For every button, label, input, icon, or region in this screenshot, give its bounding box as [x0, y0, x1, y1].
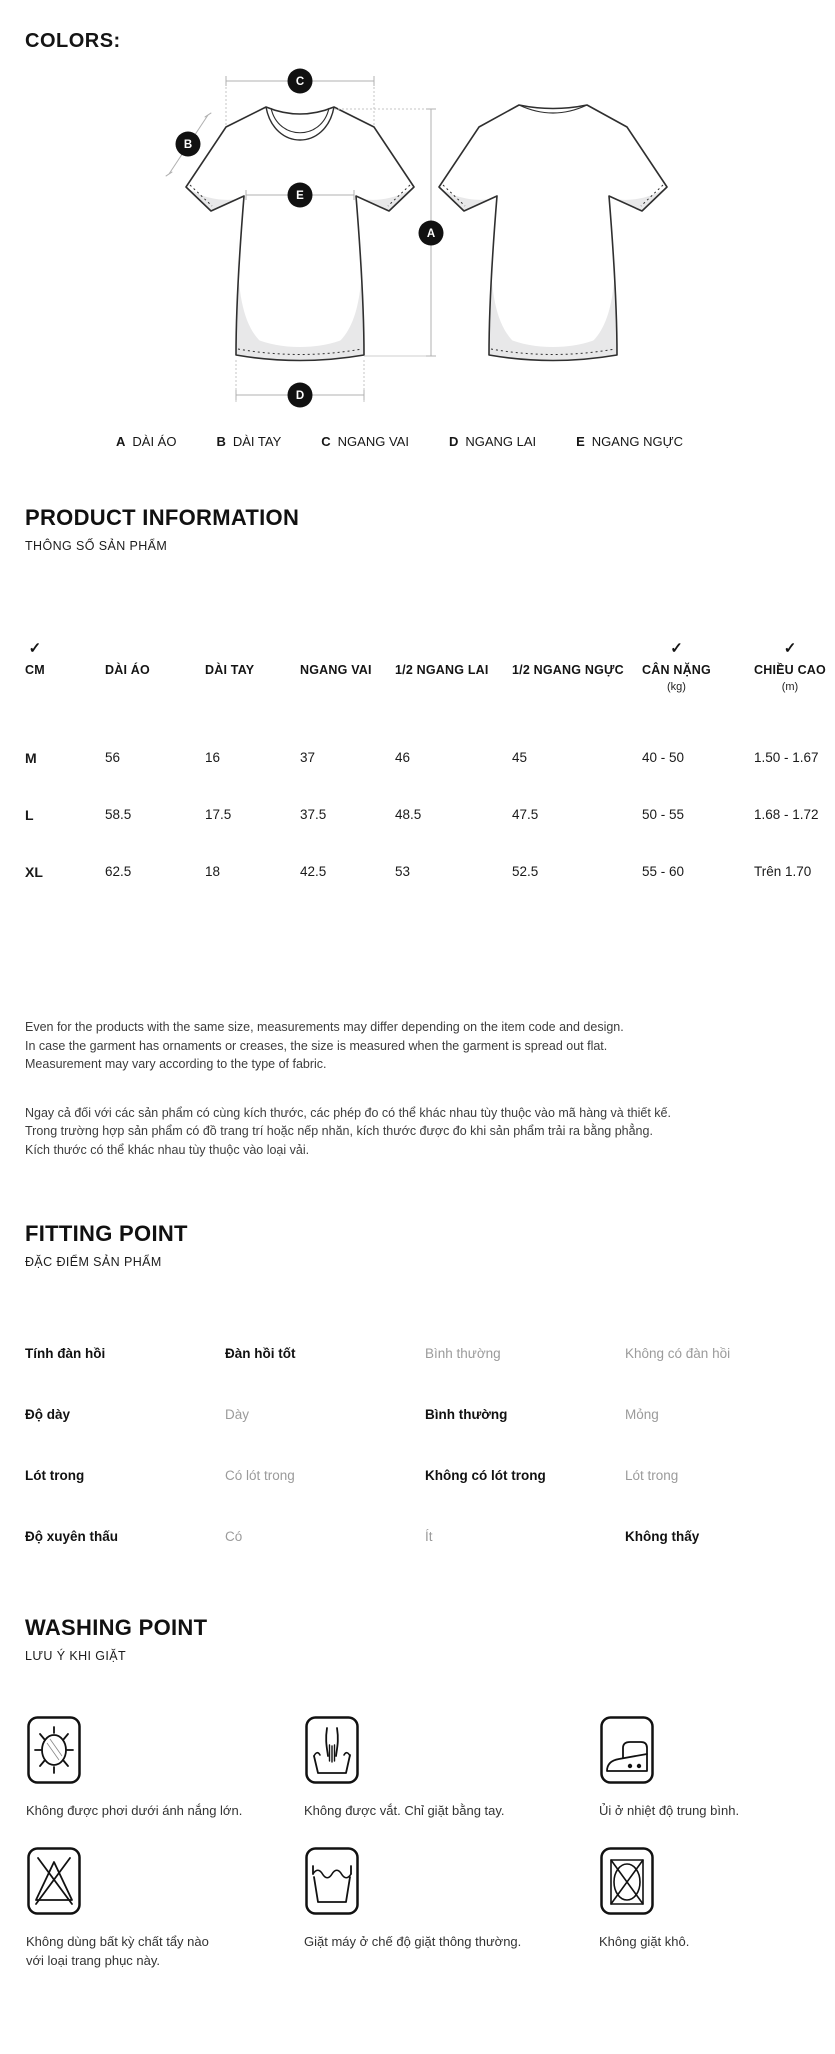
table-row — [0, 843, 835, 900]
column-label: NGANG VAI — [300, 663, 372, 677]
legend-letter: C — [321, 434, 331, 449]
column-header-cm — [25, 639, 45, 699]
cell-value: 1.50 - 1.67 — [754, 750, 819, 765]
column-label: DÀI TAY — [205, 663, 255, 677]
fitting-option-selected: Bình thường — [425, 1407, 508, 1422]
fitting-point-title: FITTING POINT — [25, 1221, 188, 1246]
fitting-table — [0, 1323, 835, 1567]
legend-letter: B — [216, 434, 226, 449]
note-line: Even for the products with the same size, measurements may differ depending on the item code and design. — [25, 1020, 624, 1034]
column-header-ngang-vai — [300, 639, 372, 699]
cell-value: 37.5 — [300, 807, 327, 822]
cell-value: 52.5 — [512, 864, 539, 879]
cell-value: 16 — [205, 750, 221, 765]
badge-letter-e: E — [296, 190, 304, 202]
legend-letter: A — [116, 434, 126, 449]
washing-item — [304, 1846, 599, 1970]
size-label: M — [25, 749, 37, 766]
front-shirt-shading — [186, 187, 414, 361]
washing-caption: Giặt máy ở chế độ giặt thông thường. — [304, 1934, 522, 1949]
size-table-header — [0, 639, 835, 699]
washing-caption: Ủi ở nhiệt độ trung bình. — [599, 1803, 740, 1818]
washing-point-section — [25, 1615, 835, 1663]
iron-medium-heat-icon — [599, 1715, 835, 1785]
legend-letter: E — [576, 434, 585, 449]
legend-letter: D — [448, 434, 459, 449]
colors-heading: COLORS: — [25, 30, 121, 52]
column-header-dai-tay — [205, 639, 254, 699]
fitting-option: Lót trong — [625, 1468, 679, 1483]
measurement-notes-en — [25, 1018, 835, 1074]
legend-label: NGANG LAI — [465, 434, 537, 449]
fitting-option: Có lót trong — [225, 1468, 295, 1483]
fitting-label: Độ xuyên thấu — [25, 1529, 119, 1544]
washing-point-subtitle: LƯU Ý KHI GIẶT — [25, 1649, 127, 1663]
no-dry-clean-icon — [599, 1846, 835, 1916]
note-line: In case the garment has ornaments or creases, the size is measured when the garment is spread out flat. — [25, 1038, 608, 1053]
note-line: Trong trường hợp sản phẩm có đồ trang trí hoặc nếp nhăn, kích thước được đo khi sản phẩm trải ra bằng phẳng. — [25, 1124, 653, 1138]
legend-label: NGANG NGỰC — [591, 434, 684, 449]
column-header-dai-ao — [105, 639, 150, 699]
product-information-subtitle: THÔNG SỐ SẢN PHẨM — [25, 539, 168, 553]
note-line: Measurement may vary according to the type of fabric. — [25, 1057, 327, 1071]
badge-letter-b: B — [183, 139, 193, 151]
legend-item — [216, 434, 281, 449]
washing-icons-grid — [0, 1715, 835, 1970]
machine-wash-normal-icon — [304, 1846, 599, 1916]
washing-caption: Không được vắt. Chỉ giặt bằng tay. — [304, 1803, 505, 1818]
cell-value: 42.5 — [300, 864, 327, 879]
badge-letter-a: A — [426, 228, 436, 240]
size-diagram — [158, 65, 678, 410]
column-header-ngang-lai — [395, 639, 489, 699]
fitting-option: Bình thường — [425, 1346, 501, 1361]
fitting-row — [0, 1384, 835, 1445]
fitting-label: Tính đàn hồi — [25, 1346, 106, 1361]
fitting-option-selected: Không có lót trong — [425, 1468, 546, 1483]
cell-value: 17.5 — [205, 807, 232, 822]
cell-value: 40 - 50 — [642, 750, 685, 765]
fitting-label: Độ dày — [25, 1407, 71, 1422]
washing-caption: Không được phơi dưới ánh nắng lớn. — [26, 1803, 243, 1818]
cell-value: 45 — [512, 750, 528, 765]
washing-item — [26, 1715, 304, 1820]
check-icon: ✓ — [783, 640, 797, 657]
fitting-option: Mỏng — [625, 1407, 659, 1422]
legend-item — [321, 434, 409, 449]
fitting-option: Không có đàn hồi — [625, 1346, 731, 1361]
legend-label: DÀI TAY — [232, 434, 282, 449]
cell-value: 47.5 — [512, 807, 539, 822]
fitting-point-section — [25, 1221, 835, 1269]
fitting-option-selected: Không thấy — [625, 1529, 700, 1544]
fitting-point-subtitle: ĐẶC ĐIỂM SẢN PHẨM — [25, 1255, 162, 1269]
note-line: Ngay cả đối với các sản phẩm có cùng kích thước, các phép đo có thể khác nhau tùy thuộc vào mã hàng và thiết kế. — [25, 1105, 671, 1120]
table-row — [0, 729, 835, 786]
column-header-chieu-cao — [754, 639, 826, 699]
cell-value: 62.5 — [105, 864, 132, 879]
column-unit: (m) — [781, 681, 799, 693]
fitting-label: Lót trong — [25, 1468, 85, 1483]
back-shirt-drawing — [439, 105, 667, 361]
size-table-body — [0, 729, 835, 900]
back-shirt-shading — [439, 187, 667, 361]
badge-letter-c: C — [295, 76, 305, 88]
size-label: L — [25, 806, 34, 823]
column-label: CHIỀU CAO — [754, 663, 826, 677]
legend-item — [116, 434, 176, 449]
cell-value: 53 — [395, 864, 411, 879]
cell-value: Trên 1.70 — [754, 864, 812, 879]
size-label: XL — [25, 863, 43, 880]
note-line: Kích thước có thể khác nhau tùy thuộc vào loại vải. — [25, 1142, 310, 1157]
column-label: CÂN NẶNG — [642, 663, 711, 677]
check-icon: ✓ — [28, 640, 42, 657]
washing-item — [26, 1846, 304, 1970]
cell-value: 1.68 - 1.72 — [754, 807, 819, 822]
product-information-title: PRODUCT INFORMATION — [25, 505, 300, 530]
column-header-can-nang — [642, 639, 711, 699]
measurement-notes-vi — [25, 1104, 835, 1160]
column-unit: (kg) — [667, 681, 686, 693]
legend-item — [449, 434, 536, 449]
fitting-option-selected: Đàn hồi tốt — [225, 1346, 296, 1361]
washing-caption: Không giặt khô. — [599, 1934, 690, 1949]
washing-item — [599, 1715, 835, 1820]
washing-caption: Không dùng bất kỳ chất tẩy nào với loại trang phục này. — [26, 1934, 209, 1968]
cell-value: 56 — [105, 750, 121, 765]
cell-value: 55 - 60 — [642, 864, 685, 879]
column-label: 1/2 NGANG LAI — [395, 663, 489, 677]
check-icon: ✓ — [670, 640, 683, 657]
tshirt-measurement-drawing — [158, 65, 678, 410]
measurement-legend — [116, 434, 835, 449]
no-sunlight-icon — [26, 1715, 304, 1785]
size-table — [0, 639, 835, 900]
cell-value: 18 — [205, 864, 221, 879]
legend-item — [576, 434, 683, 449]
washing-point-title: WASHING POINT — [25, 1615, 208, 1640]
washing-item — [599, 1846, 835, 1970]
hand-wash-icon — [304, 1715, 599, 1785]
fitting-row — [0, 1323, 835, 1384]
no-bleach-icon — [26, 1846, 304, 1916]
column-label: DÀI ÁO — [105, 663, 150, 677]
fitting-row — [0, 1445, 835, 1506]
column-label: 1/2 NGANG NGỰC — [512, 663, 624, 677]
fitting-option: Dày — [225, 1407, 250, 1422]
fitting-option: Có — [225, 1529, 243, 1544]
column-label: CM — [25, 663, 45, 677]
product-information-section — [25, 505, 835, 553]
cell-value: 48.5 — [395, 807, 422, 822]
fitting-option: Ít — [425, 1529, 433, 1544]
table-row — [0, 786, 835, 843]
legend-label: NGANG VAI — [337, 434, 409, 449]
cell-value: 58.5 — [105, 807, 132, 822]
legend-label: DÀI ÁO — [132, 434, 177, 449]
fitting-row — [0, 1506, 835, 1567]
washing-item — [304, 1715, 599, 1820]
badge-letter-d: D — [295, 390, 305, 402]
column-header-ngang-nguc — [512, 639, 624, 699]
cell-value: 46 — [395, 750, 411, 765]
cell-value: 50 - 55 — [642, 807, 685, 822]
cell-value: 37 — [300, 750, 316, 765]
front-shirt-drawing — [183, 107, 414, 361]
